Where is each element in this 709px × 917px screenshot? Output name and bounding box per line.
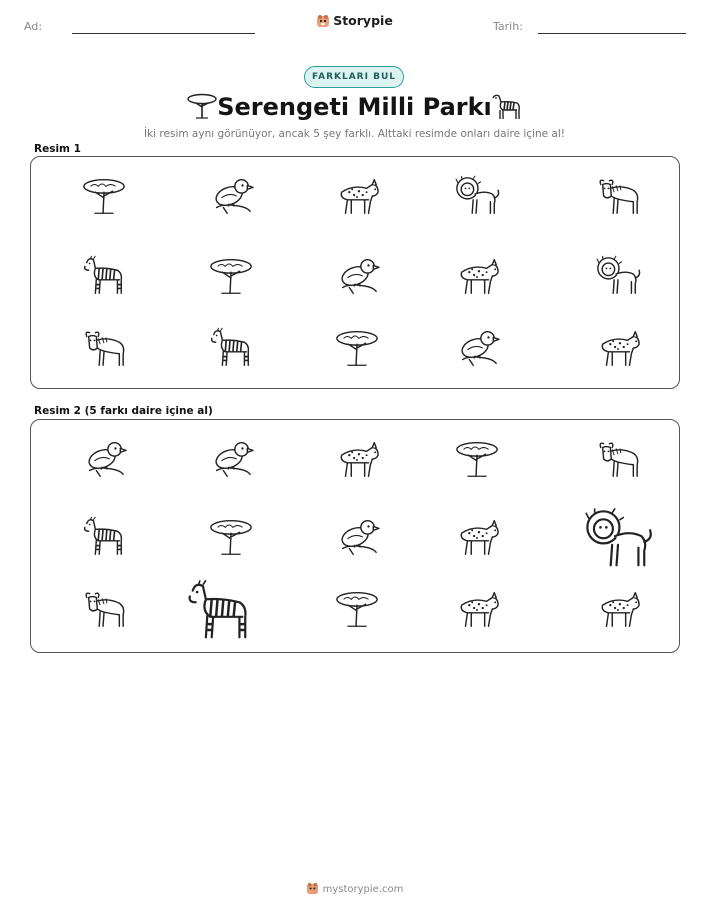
picture1-bird-icon — [334, 253, 380, 299]
picture2-tree-icon[interactable] — [208, 514, 254, 560]
picture1-tree-icon — [81, 173, 127, 219]
picture2-tree-icon[interactable] — [454, 436, 500, 482]
picture2-hyena-icon[interactable] — [334, 436, 380, 482]
picture1-wildebeest-icon — [81, 325, 127, 371]
picture2-bird-icon[interactable] — [208, 436, 254, 482]
picture1-lion-icon — [595, 253, 641, 299]
date-field-line[interactable] — [538, 33, 686, 34]
date-label: Tarih: — [493, 20, 523, 33]
picture1-hyena-icon — [595, 325, 641, 371]
storypie-logo-icon — [306, 882, 319, 898]
picture2-wildebeest-icon[interactable] — [81, 586, 127, 632]
picture1-wildebeest-icon — [595, 173, 641, 219]
picture2-zebra-icon[interactable] — [81, 514, 127, 560]
instructions: İki resim aynı görünüyor, ancak 5 şey farklı. Alttaki resimde onları daire içine al! — [144, 128, 565, 140]
picture2-hyena-icon[interactable] — [595, 586, 641, 632]
picture1-tree-icon — [334, 325, 380, 371]
footer-site: mystorypie.com — [322, 884, 404, 895]
picture2-label: Resim 2 (5 farkı daire içine al) — [34, 405, 213, 417]
activity-badge: FARKLARI BUL — [304, 66, 404, 88]
brand — [0, 13, 709, 31]
picture2-tree-icon[interactable] — [334, 586, 380, 632]
picture1-bird-icon — [208, 173, 254, 219]
name-field-line[interactable] — [72, 33, 255, 34]
picture2-bird-icon[interactable] — [81, 436, 127, 482]
page-title: Serengeti Milli Parkı — [217, 93, 492, 121]
picture2-hyena-icon[interactable] — [454, 586, 500, 632]
picture2-bird-icon[interactable] — [334, 514, 380, 560]
storypie-logo-icon — [316, 14, 330, 31]
picture1-bird-icon — [454, 325, 500, 371]
picture2-wildebeest-icon[interactable] — [595, 436, 641, 482]
picture1-zebra-icon — [81, 253, 127, 299]
picture1-tree-icon — [208, 253, 254, 299]
picture2-zebra-icon[interactable] — [184, 576, 254, 646]
picture1-hyena-icon — [454, 253, 500, 299]
picture1-lion-icon — [454, 173, 500, 219]
zebra-icon — [489, 92, 523, 126]
picture2-lion-icon[interactable] — [583, 504, 653, 574]
picture1-hyena-icon — [334, 173, 380, 219]
picture1-label: Resim 1 — [34, 143, 81, 155]
picture1-zebra-icon — [208, 325, 254, 371]
brand-name: Storypie — [333, 13, 393, 28]
footer — [0, 882, 709, 898]
name-label: Ad: — [24, 20, 43, 33]
picture2-hyena-icon[interactable] — [454, 514, 500, 560]
